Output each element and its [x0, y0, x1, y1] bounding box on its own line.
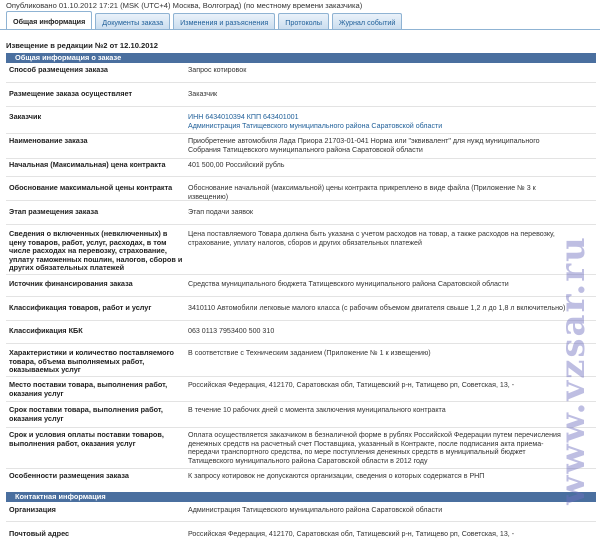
field-label: Классификация товаров, работ и услуг	[9, 303, 152, 312]
field-label: Почтовый адрес	[9, 529, 70, 538]
field-value: Заказчик	[188, 90, 218, 98]
field-value: Оплата осуществляется заказчиком в безналичной форме в рублях Российской Федерации путем перечисления денежных средств на расчетный счет Поставщика, указанный в Контракте, после подписания акта приема-передачи транспортного средства, по мере поступления денежных средств в муниципальный бюджет Татищевского муниципального района Саратовской области в 2012 году	[188, 431, 561, 465]
section-header-general: Общая информация о заказе	[6, 53, 596, 63]
notice-revision: Извещение в редакции №2 от 12.10.2012	[6, 41, 158, 50]
field-row-payment-terms	[6, 431, 596, 469]
field-row-okdp-classification	[6, 304, 596, 321]
field-label: Этап размещения заказа	[9, 207, 99, 216]
tab-protocols[interactable]: Протоколы	[278, 13, 329, 30]
field-row-delivery-term	[6, 406, 596, 428]
field-row-placer	[6, 90, 596, 107]
contact-row-postal-address	[6, 530, 596, 540]
field-value: Запрос котировок	[188, 66, 247, 74]
tab-changes-clarifications[interactable]: Изменения и разъяснения	[173, 13, 275, 30]
field-row-funding-source	[6, 280, 596, 297]
field-label: Классификация КБК	[9, 326, 83, 335]
customer-name-link[interactable]: Администрация Татищевского муниципального района Саратовской области	[188, 121, 443, 130]
field-value: В течение 10 рабочих дней с момента заключения муниципального контракта	[188, 406, 446, 414]
published-info: Опубликовано 01.10.2012 17:21 (MSK (UTC+4) Москва, Волгоград) (по местному времени заказчика)	[6, 1, 363, 10]
field-value: Российская Федерация, 412170, Саратовская обл, Татищевский р-н, Татищево рп, Советская, 13, -	[188, 530, 515, 538]
field-label: Характеристики и количество поставляемого товара, объема выполняемых работ, оказываемых услуг	[9, 348, 174, 375]
section-header-contact: Контактная информация	[6, 492, 596, 502]
field-label: Организация	[9, 505, 56, 514]
field-label: Сведения о включенных (невключенных) в цену товаров, работ, услуг, расходах, в том числе расходах на перевозку, страхование, уплату таможенных пошлин, налогов, сборов и других обязательных платежей	[9, 229, 183, 273]
field-row-customer	[6, 113, 596, 134]
field-label: Начальная (Максимальная) цена контракта	[9, 160, 166, 169]
field-value: Цена поставляемого Товара должна быть указана с учетом расходов на товар, а также расходов на перевозку, страхование, уплату налогов, сборов и других обязательных платежей	[188, 230, 555, 247]
field-value: 3410110 Автомобили легковые малого класса (с рабочим объемом двигателя свыше 1,2 л до 1,8 л включительно)	[188, 304, 566, 312]
field-label: Наименование заказа	[9, 136, 88, 145]
field-row-characteristics	[6, 349, 596, 377]
field-label: Заказчик	[9, 112, 42, 121]
contact-row-organization	[6, 506, 596, 522]
field-row-max-price	[6, 161, 596, 177]
field-label: Размещение заказа осуществляет	[9, 89, 133, 98]
field-label: Способ размещения заказа	[9, 65, 108, 74]
field-value: 401 500,00 Российский рубль	[188, 161, 285, 169]
field-row-price-justification	[6, 184, 596, 201]
field-label: Источник финансирования заказа	[9, 279, 133, 288]
field-value: Администрация Татищевского муниципального района Саратовской области	[188, 506, 443, 514]
field-value: Средства муниципального бюджета Татищевского муниципального района Саратовской области	[188, 280, 509, 288]
field-row-stage	[6, 208, 596, 225]
field-label: Обоснование максимальной цены контракта	[9, 183, 173, 192]
field-row-placement-features	[6, 472, 596, 486]
field-value: К запросу котировок не допускаются организации, сведения о которых содержатся в РНП	[188, 472, 485, 480]
tab-order-documents[interactable]: Документы заказа	[95, 13, 170, 30]
tab-divider	[0, 29, 600, 30]
field-value: Приобретение автомобиля Лада Приора 21703-01-041 Норма или "эквивалент" для нужд муниципального Собрания Татищевского муниципального района Саратовской области	[188, 137, 540, 154]
field-label: Место поставки товара, выполнения работ, оказания услуг	[9, 380, 168, 398]
field-row-order-name	[6, 137, 596, 159]
tab-event-log[interactable]: Журнал событий	[332, 13, 403, 30]
field-value: 063 0113 7953400 500 310	[188, 327, 275, 335]
field-value: Российская Федерация, 412170, Саратовская обл, Татищевский р-н, Татищево рп, Советская, 13, -	[188, 381, 515, 389]
field-row-kbk-classification	[6, 327, 596, 344]
field-label: Срок и условия оплаты поставки товаров, выполнения работ, оказания услуг	[9, 430, 164, 448]
field-label: Особенности размещения заказа	[9, 471, 129, 480]
field-row-delivery-place	[6, 381, 596, 402]
customer-inn-link[interactable]: ИНН 6434010394 КПП 643401001	[188, 113, 299, 121]
field-label: Срок поставки товара, выполнения работ, оказания услуг	[9, 405, 163, 423]
tab-bar	[6, 11, 405, 30]
watermark-text: www.vzsar.ru	[553, 235, 593, 505]
field-value: Этап подачи заявок	[188, 208, 253, 216]
field-row-price-inclusions	[6, 230, 596, 275]
field-row-placement-method	[6, 66, 596, 83]
tab-general-info[interactable]: Общая информация	[6, 11, 92, 30]
field-value: Обоснование начальной (максимальной) цены контракта прикреплено в виде файла (Приложение № 3 к извещению)	[188, 184, 536, 201]
field-value: В соответствие с Техническим заданием (Приложение № 1 к извещению)	[188, 349, 431, 357]
